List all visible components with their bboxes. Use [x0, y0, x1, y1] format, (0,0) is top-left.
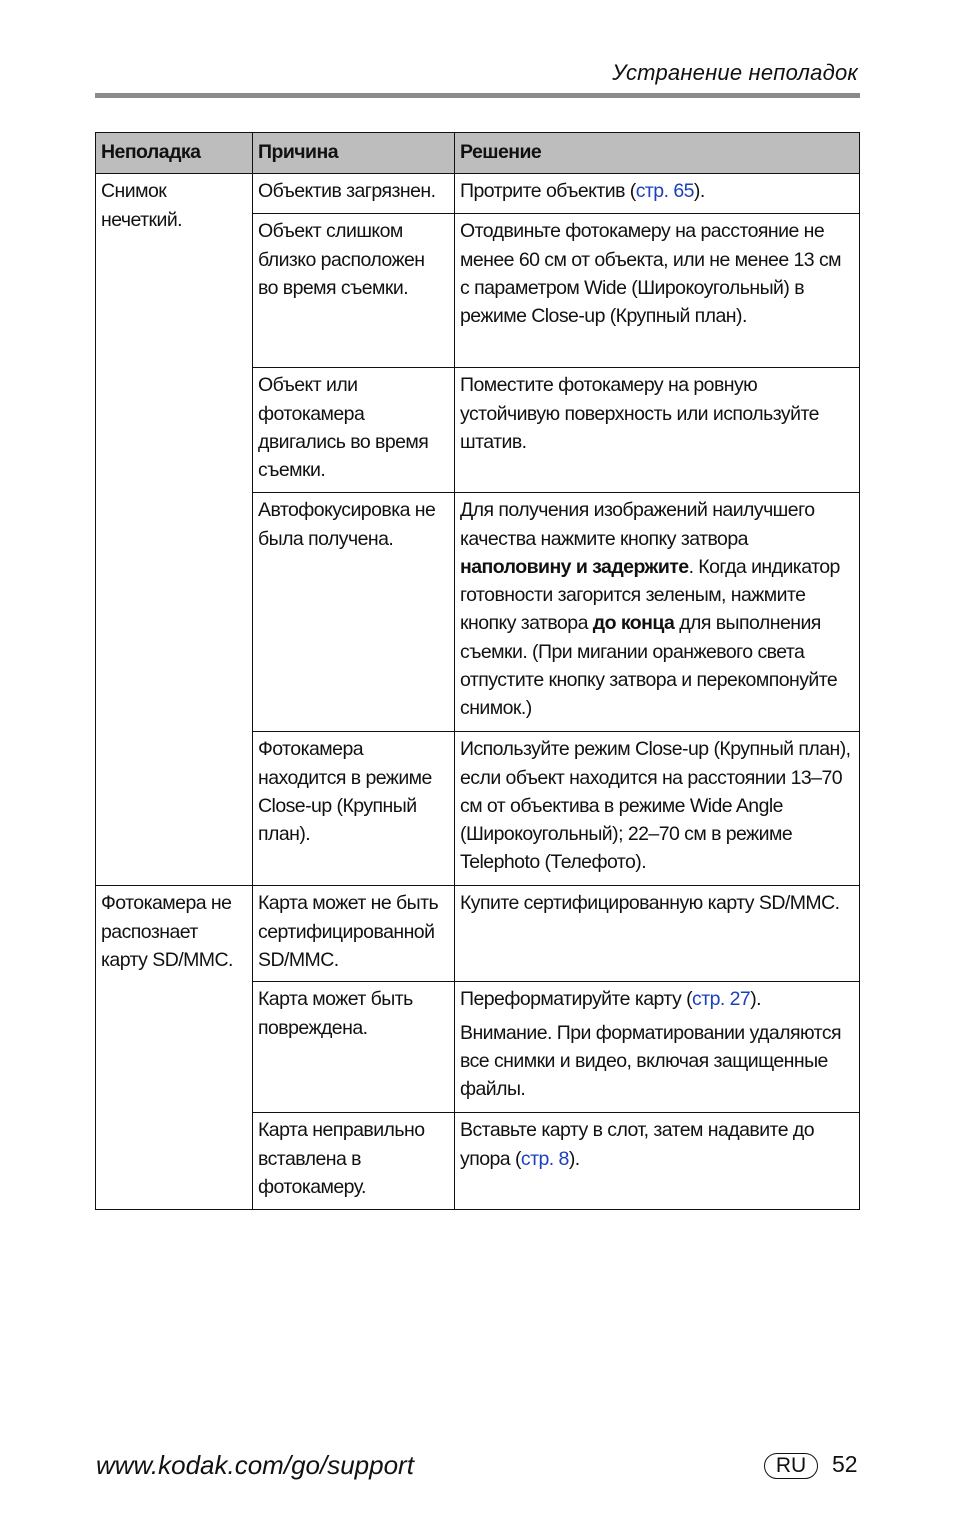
column-header-solution: Решение	[455, 133, 860, 174]
solution-line	[460, 985, 854, 1013]
table-header-row	[96, 133, 860, 174]
language-badge: RU	[764, 1453, 818, 1479]
cause-cell: Карта неправильно вставлена в фотокамеру.	[253, 1113, 455, 1210]
warning-note: Внимание. При форматировании удаляются все снимки и видео, включая защищенные файлы.	[460, 1021, 842, 1101]
cause-cell: Объект или фотокамера двигались во время съемки.	[253, 368, 455, 493]
column-header-cause: Причина	[253, 133, 455, 174]
solution-text: ).	[693, 180, 705, 203]
table-row	[96, 886, 860, 982]
solution-text: Переформатируйте карту (	[460, 988, 693, 1011]
solution-text: Вставьте карту в слот, затем надавите до упора (	[460, 1119, 814, 1170]
solution-cell	[455, 1113, 860, 1210]
solution-text: . Когда индикатор готовности загорится зеленым, нажмите кнопку затвора	[460, 555, 840, 635]
page-link[interactable]: стр. 65	[635, 180, 694, 203]
cause-cell: Фотокамера находится в режиме Close-up (Крупный план).	[253, 732, 455, 886]
solution-text: Для получения изображений наилучшего качества нажмите кнопку затвора	[460, 499, 815, 550]
solution-cell	[455, 493, 860, 732]
page-link[interactable]: стр. 27	[692, 988, 751, 1011]
solution-cell: Поместите фотокамеру на ровную устойчивую поверхность или используйте штатив.	[455, 368, 860, 493]
page-link[interactable]: стр. 8	[520, 1147, 569, 1170]
troubleshooting-table	[95, 132, 860, 1210]
problem-cell: Снимок нечеткий.	[96, 174, 253, 886]
solution-text: ).	[568, 1147, 580, 1170]
cause-cell: Объектив загрязнен.	[253, 174, 455, 214]
support-url[interactable]: www.kodak.com/go/support	[96, 1450, 414, 1480]
cause-cell: Карта может быть повреждена.	[253, 982, 455, 1113]
header-rule	[95, 93, 860, 98]
solution-text: Протрите объектив (	[460, 180, 636, 203]
solution-cell: Используйте режим Close-up (Крупный план), если объект находится на расстоянии 13–70 см от объектива в режиме Wide Angle (Широкоугольный); 22–70 см в режиме Telephoto (Телефото).	[455, 732, 860, 886]
problem-cell: Фотокамера не распознает карту SD/MMC.	[96, 886, 253, 1210]
page-number: 52	[832, 1451, 858, 1477]
section-title: Устранение неполадок	[612, 60, 858, 85]
table-row	[96, 174, 860, 214]
solution-text: для выполнения съемки. (При мигании оранжевого света отпустите кнопку затвора и перекомпонуйте снимок.)	[460, 612, 838, 720]
solution-text: ).	[750, 988, 762, 1011]
solution-cell	[455, 982, 860, 1113]
solution-cell: Купите сертифицированную карту SD/MMC.	[455, 886, 860, 982]
solution-emphasis: до конца	[592, 612, 675, 635]
solution-cell	[455, 174, 860, 214]
cause-cell: Карта может не быть сертифицированной SD/MMC.	[253, 886, 455, 982]
cause-cell: Объект слишком близко расположен во время съемки.	[253, 214, 455, 368]
solution-emphasis: наполовину и задержите	[460, 555, 689, 578]
cause-cell: Автофокусировка не была получена.	[253, 493, 455, 732]
column-header-problem: Неполадка	[96, 133, 253, 174]
solution-cell: Отодвиньте фотокамеру на расстояние не менее 60 см от объекта, или не менее 13 см с параметром Wide (Широкоугольный) в режиме Close-up (Крупный план).	[455, 214, 860, 368]
